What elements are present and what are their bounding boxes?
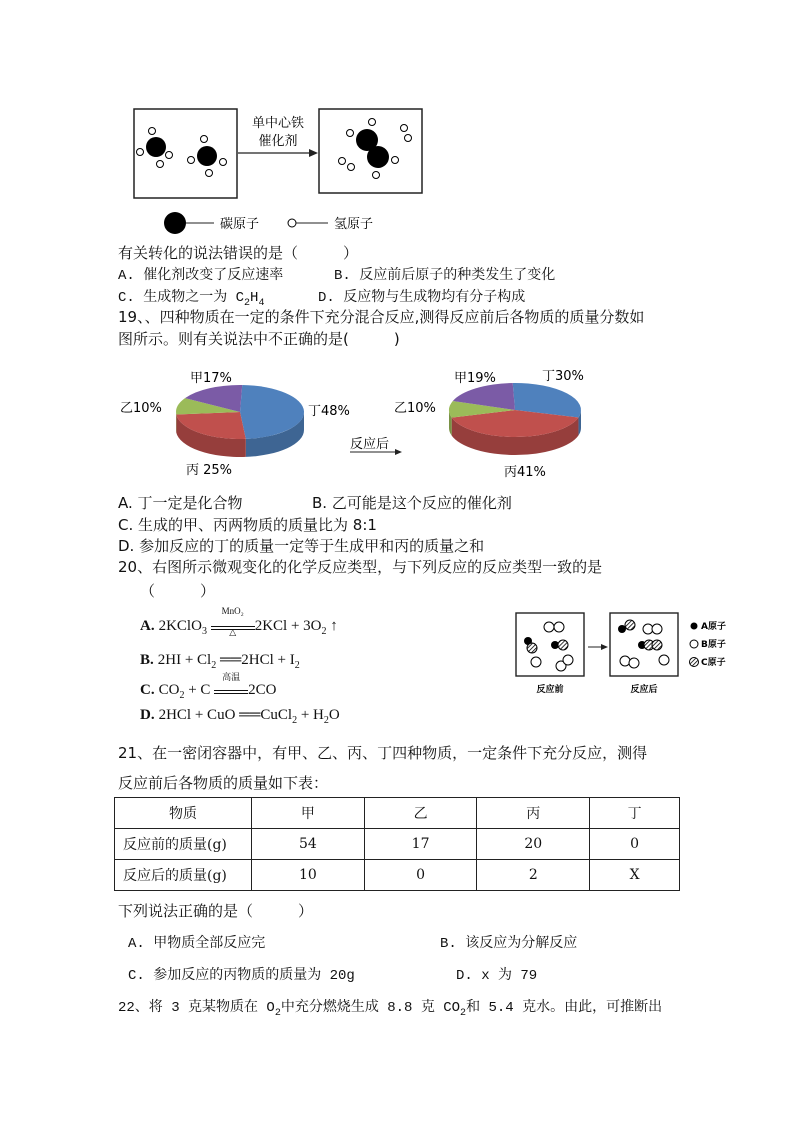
q18-sub2: 4 (258, 297, 265, 309)
q20-c-t2: + C (184, 682, 211, 698)
q19-option-a: A. 丁一定是化合物 (118, 494, 243, 512)
table-row (115, 829, 680, 860)
q22-mid: 中充分燃烧生成 8.8 克 CO (280, 1000, 461, 1016)
pie2-label-ding: 丁30% (542, 369, 584, 384)
q20-micro-diagram (512, 608, 742, 700)
molecule-conversion-diagram (120, 100, 440, 240)
after-label: 反应后 (630, 685, 658, 695)
q20-b-label: B. (140, 652, 154, 668)
table-cell: X (590, 860, 680, 891)
pie1-label-jia: 甲17% (190, 371, 232, 386)
table-header-cell: 物质 (115, 798, 252, 829)
q22-sub2: 2 (460, 1007, 467, 1019)
q19-stem-line2: 图所示。则有关说法中不正确的是( ) (118, 330, 400, 348)
q19-option-d: D. 参加反应的丁的质量一定等于生成甲和丙的质量之和 (118, 537, 485, 555)
reactant-molecule-1 (137, 128, 173, 168)
table-header-cell: 甲 (252, 798, 365, 829)
q21-stem-line2: 反应前后各物质的质量如下表： (118, 774, 329, 792)
q20-c-s1: 2 (179, 690, 185, 701)
q20-option-d (140, 707, 340, 726)
q20-d-t3: O (328, 707, 340, 723)
q20-a-cond-top: MnO₂ (221, 606, 244, 616)
q21-after: 下列说法正确的是（ ） (118, 902, 314, 920)
table-header-cell: 丁 (590, 798, 680, 829)
table-cell: 17 (364, 829, 477, 860)
table-header-row (115, 798, 680, 829)
table-cell: 0 (364, 860, 477, 891)
q20-b-t2: ══2HCl + I (216, 652, 295, 668)
q20-c-condition (214, 672, 248, 694)
table-cell: 0 (590, 829, 680, 860)
q20-d-t2: + H (297, 707, 324, 723)
q18-option-a: A. 催化剂改变了反应速率 (118, 268, 284, 284)
q20-b-t1: 2HI + Cl (157, 652, 212, 668)
q19-pie-charts (110, 360, 610, 485)
legend-hydrogen: 氢原子 (334, 217, 374, 232)
q20-option-b (140, 652, 300, 671)
q20-a-lhs: 2KClO (158, 618, 202, 634)
q19-option-b: B. 乙可能是这个反应的催化剂 (312, 494, 512, 512)
legend-carbon: 碳原子 (220, 217, 260, 232)
q19-option-c: C. 生成的甲、丙两物质的质量比为 8:1 (118, 516, 377, 534)
table-cell: 10 (252, 860, 365, 891)
q20-a-condition (211, 606, 255, 637)
q18-option-c-text: C. 生成物之一为 C (118, 290, 245, 306)
q20-stem: 20、右图所示微观变化的化学反应类型，与下列反应的反应类型一致的是 (118, 558, 603, 576)
pie2-label-yi: 乙10% (394, 401, 436, 416)
table-header-cell: 乙 (364, 798, 477, 829)
legend-b: B原子 (701, 640, 726, 650)
q20-d-t1: 2HCl + CuO ══CuCl (158, 707, 293, 723)
q22-stem (118, 996, 662, 1019)
pie-after (449, 383, 581, 455)
q18-option-c-mid: H (250, 290, 259, 306)
pie2-label-bing: 丙41% (504, 465, 546, 480)
q20-a-tail: ↑ (326, 618, 338, 634)
catalyst-label-2: 催化剂 (258, 134, 298, 149)
q22-pre: 22、将 3 克某物质在 O (118, 1000, 275, 1016)
q18-stem: 有关转化的说法错误的是（ ） (118, 244, 359, 262)
table-cell: 反应前的质量(g) (115, 829, 252, 860)
q20-c-t3: 2CO (248, 682, 277, 698)
legend-c: C原子 (701, 658, 726, 668)
pie1-label-bing: 丙 25% (186, 463, 233, 478)
q20-d-s2: 2 (323, 715, 329, 726)
q20-a-rhs-sub: 2 (321, 626, 327, 637)
table-cell: 54 (252, 829, 365, 860)
product-ethylene (347, 119, 399, 179)
q20-b-s1: 2 (211, 660, 217, 671)
pie1-label-yi: 乙10% (120, 401, 162, 416)
q20-c-t1: CO (158, 682, 180, 698)
hydrogen-legend-icon (288, 219, 296, 227)
q20-paren: （ ） (140, 582, 216, 600)
carbon-legend-icon (164, 212, 186, 234)
arrow-label: 反应后 (350, 437, 390, 452)
q21-option-c: C. 参加反应的丙物质的质量为 20g (128, 968, 355, 984)
pie2-label-jia: 甲19% (454, 371, 496, 386)
q21-mass-table (114, 797, 680, 891)
pie1-label-ding: 丁48% (308, 404, 350, 419)
q21-option-d: D. x 为 79 (456, 968, 538, 984)
table-row (115, 860, 680, 891)
q20-b-s2: 2 (294, 660, 300, 671)
q20-a-cond-bot: △ (229, 627, 237, 637)
q20-d-label: D. (140, 707, 155, 723)
q20-option-a (140, 606, 338, 637)
q22-post: 和 5.4 克水。由此，可推断出 (466, 1000, 663, 1016)
table-cell: 20 (477, 829, 590, 860)
q20-c-cond-top: 高温 (222, 672, 241, 682)
pie-before (176, 385, 304, 457)
q18-option-b: B. 反应前后原子的种类发生了变化 (334, 268, 556, 284)
q20-d-s1: 2 (292, 715, 298, 726)
q21-stem-line1: 21、在一密闭容器中，有甲、乙、丙、丁四种物质，一定条件下充分反应，测得 (118, 744, 648, 762)
q20-a-rhs: 2KCl + 3O (254, 618, 322, 634)
q20-c-label: C. (140, 682, 155, 698)
product-hydrogen-2 (339, 158, 355, 171)
q20-a-lhs-sub: 3 (201, 626, 207, 637)
q21-option-a: A. 甲物质全部反应完 (128, 936, 266, 952)
product-hydrogen (401, 125, 412, 142)
table-header-cell: 丙 (477, 798, 590, 829)
table-cell: 反应后的质量(g) (115, 860, 252, 891)
q18-option-d: D. 反应物与生成物均有分子构成 (318, 290, 526, 306)
q20-a-label: A. (140, 618, 155, 634)
q22-sub1: 2 (274, 1007, 281, 1019)
q20-option-c (140, 672, 277, 701)
legend-a: A原子 (701, 622, 726, 632)
table-cell: 2 (477, 860, 590, 891)
q18-sub1: 2 (244, 297, 251, 309)
reactant-molecule-2 (188, 136, 227, 177)
q19-stem-line1: 19、、四种物质在一定的条件下充分混合反应,测得反应前后各物质的质量分数如 (118, 308, 645, 326)
catalyst-label-1: 单中心铁 (251, 116, 305, 131)
q21-option-b: B. 该反应为分解反应 (440, 936, 578, 952)
before-label: 反应前 (536, 685, 564, 695)
